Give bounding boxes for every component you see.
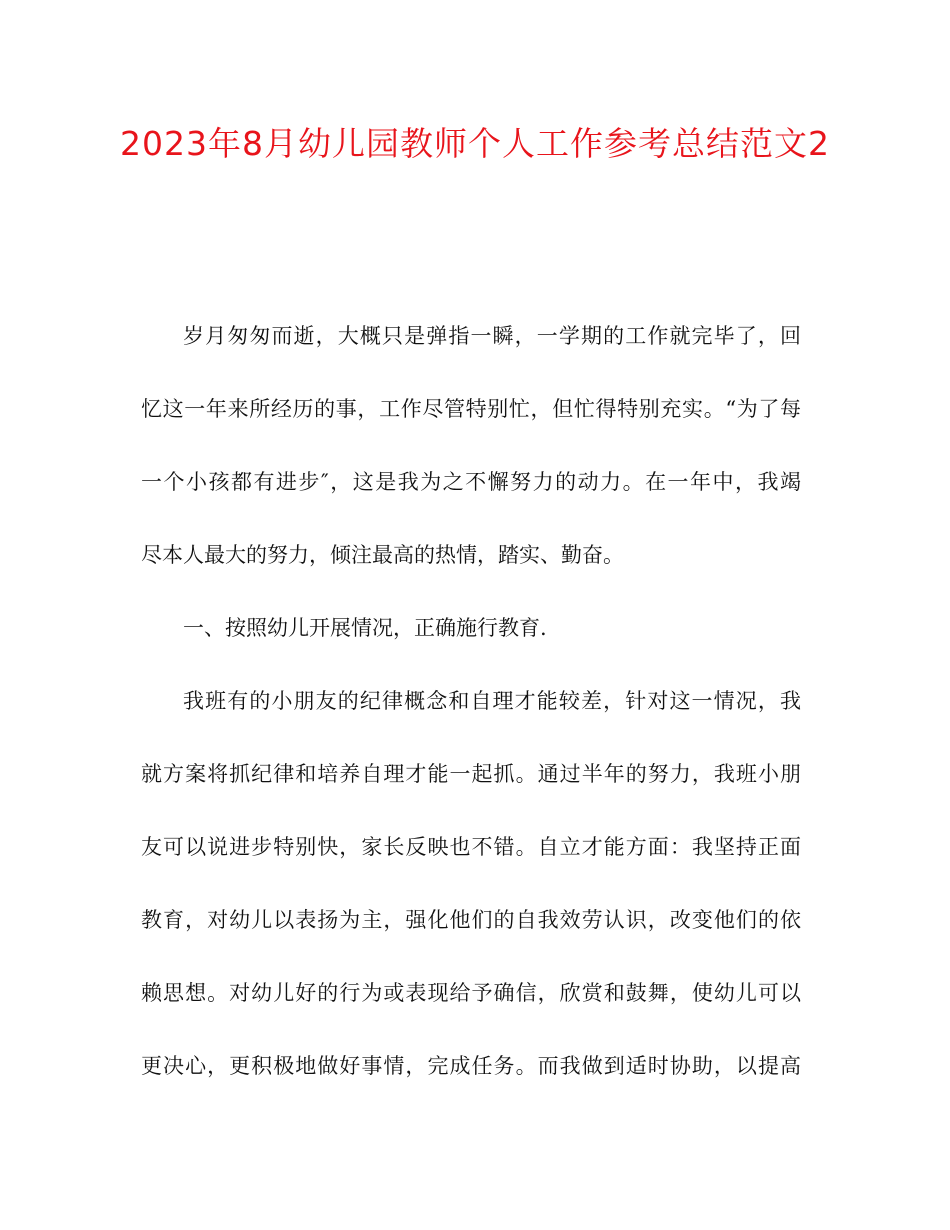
paragraph-2-line-3: 友可以说进步特别快，家长反映也不错。自立才能方面：我坚持正面	[141, 835, 801, 859]
paragraph-1-line-4: 尽本人最大的努力，倾注最高的热情，踏实、勤奋。	[141, 543, 624, 567]
paragraph-2-line-1: 我班有的小朋友的纪律概念和自理才能较差，针对这一情况，我	[183, 689, 801, 713]
paragraph-2-line-4: 教育，对幼儿以表扬为主，强化他们的自我效劳认识，改变他们的依	[141, 908, 801, 932]
paragraph-1-line-3: 一个小孩都有进步″，这是我为之不懈努力的动力。在一年中，我竭	[141, 470, 801, 494]
paragraph-2-line-5: 赖思想。对幼儿好的行为或表现给予确信，欣赏和鼓舞，使幼儿可以	[141, 981, 801, 1005]
section-heading-1: 一、按照幼儿开展情况，正确施行教育.	[183, 616, 547, 640]
document-title: 2023年8月幼儿园教师个人工作参考总结范文2	[120, 124, 830, 163]
paragraph-2-line-6: 更决心，更积极地做好事情，完成任务。而我做到适时协助，以提高	[141, 1054, 801, 1078]
paragraph-1-line-2: 忆这一年来所经历的事，工作尽管特别忙，但忙得特别充实。“为了每	[141, 397, 801, 421]
document-body	[141, 310, 801, 1113]
paragraph-2-line-2: 就方案将抓纪律和培养自理才能一起抓。通过半年的努力，我班小朋	[141, 762, 801, 786]
paragraph-1-line-1: 岁月匆匆而逝，大概只是弹指一瞬，一学期的工作就完毕了，回	[183, 324, 801, 348]
